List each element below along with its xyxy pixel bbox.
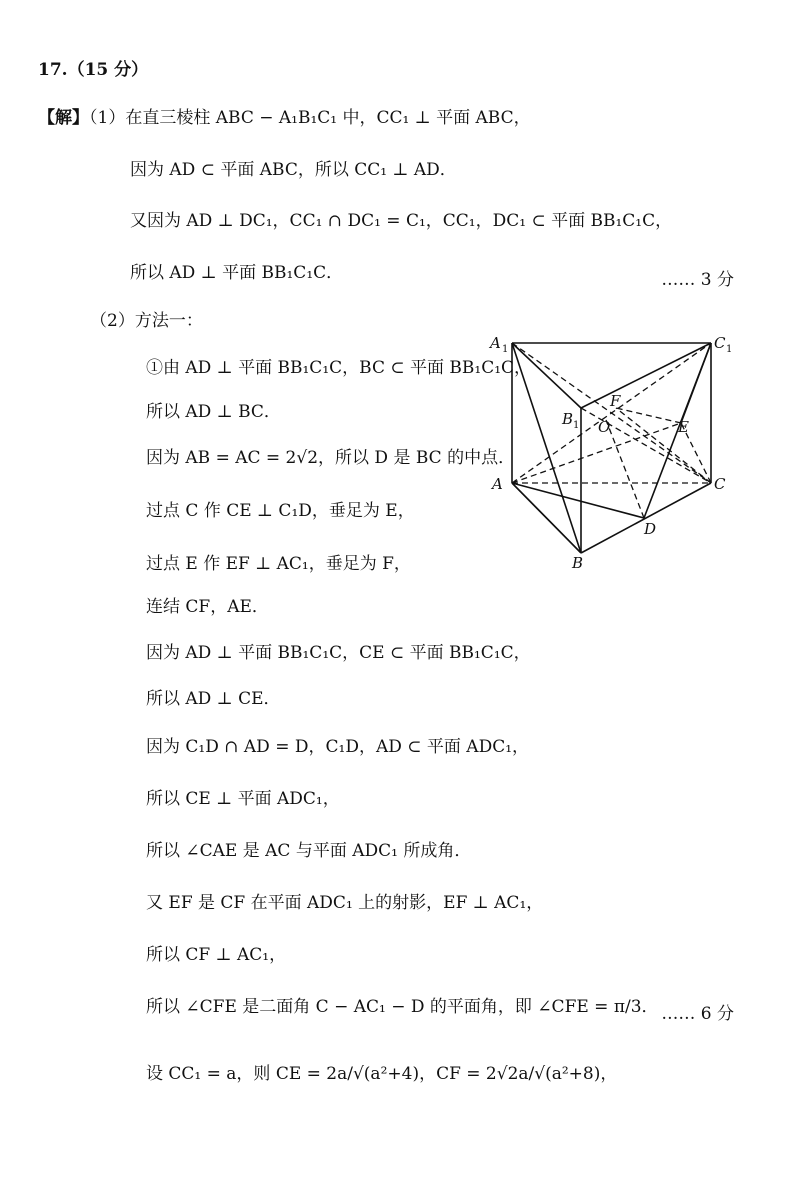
part1-number: （1） [89, 108, 126, 128]
part1-line-4 [130, 265, 343, 282]
solution-tag: 【解】 [38, 108, 89, 128]
label-O: O [598, 418, 611, 436]
part2-line-14: 所以 ∠CFE 是二面角 C − AC₁ − D 的平面角，即 ∠CFE = π/3． [146, 997, 659, 1017]
label-A1-sub: 1 [502, 344, 509, 355]
label-A: A [492, 475, 503, 493]
part1-text-4: 所以 AD ⊥ 平面 BB₁C₁C． [130, 263, 344, 283]
part2-line-1: ①由 AD ⊥ 平面 BB₁C₁C，BC ⊂ 平面 BB₁C₁C， [146, 358, 532, 378]
label-B1-sub: 1 [573, 420, 580, 431]
problem-number-text: 17.（15 分） [38, 60, 149, 80]
problem-number [38, 62, 148, 79]
part1-text-1: 在直三棱柱 ABC − A₁B₁C₁ 中，CC₁ ⊥ 平面 ABC， [125, 108, 531, 128]
label-C: C [714, 475, 726, 493]
part2-line-7: 因为 AD ⊥ 平面 BB₁C₁C，CE ⊂ 平面 BB₁C₁C， [146, 643, 531, 663]
part1-text-3: 又因为 AD ⊥ DC₁，CC₁ ∩ DC₁ = C₁，CC₁，DC₁ ⊂ 平面 BB₁C₁C， [130, 211, 673, 231]
label-B1: B [562, 410, 574, 428]
part1-line-2 [130, 162, 457, 179]
part2-line-9: 因为 C₁D ∩ AD = D，C₁D，AD ⊂ 平面 ADC₁， [146, 737, 530, 757]
part1-text-2: 因为 AD ⊂ 平面 ABC，所以 CC₁ ⊥ AD． [130, 160, 457, 180]
label-C1-sub: 1 [726, 344, 733, 355]
part2-line-10: 所以 CE ⊥ 平面 ADC₁， [146, 789, 340, 809]
part2-line-12: 又 EF 是 CF 在平面 ADC₁ 上的射影，EF ⊥ AC₁， [146, 893, 544, 913]
part2-line-3: 因为 AB = AC = 2√2，所以 D 是 BC 的中点． [146, 448, 516, 468]
part2-line-6: 连结 CF，AE． [146, 597, 269, 617]
part1-line-1 [38, 110, 531, 127]
part2-score: …… 6 分 [661, 1004, 734, 1024]
label-D: D [644, 520, 657, 538]
label-E: E [678, 418, 689, 436]
part1-line-3 [130, 213, 672, 230]
part2-heading: （2）方法一： [90, 311, 203, 331]
part2-line-8: 所以 AD ⊥ CE． [146, 689, 281, 709]
part2-line-13: 所以 CF ⊥ AC₁， [146, 945, 287, 965]
part1-score: …… 3 分 [661, 270, 734, 290]
part2-line-11: 所以 ∠CAE 是 AC 与平面 ADC₁ 所成角． [146, 841, 472, 861]
part2-line-5: 过点 E 作 EF ⊥ AC₁，垂足为 F， [146, 554, 411, 574]
prism-figure [486, 328, 736, 578]
label-A1: A [490, 334, 501, 352]
part2-line-15: 设 CC₁ = a，则 CE = 2a/√(a²+4)，CF = 2√2a/√(a²+8)， [146, 1064, 618, 1084]
label-C1: C [714, 334, 726, 352]
part2-line-2: 所以 AD ⊥ BC． [146, 402, 281, 422]
part2-line-4: 过点 C 作 CE ⊥ C₁D，垂足为 E， [146, 501, 415, 521]
label-F: F [610, 392, 621, 410]
label-B: B [572, 554, 584, 572]
